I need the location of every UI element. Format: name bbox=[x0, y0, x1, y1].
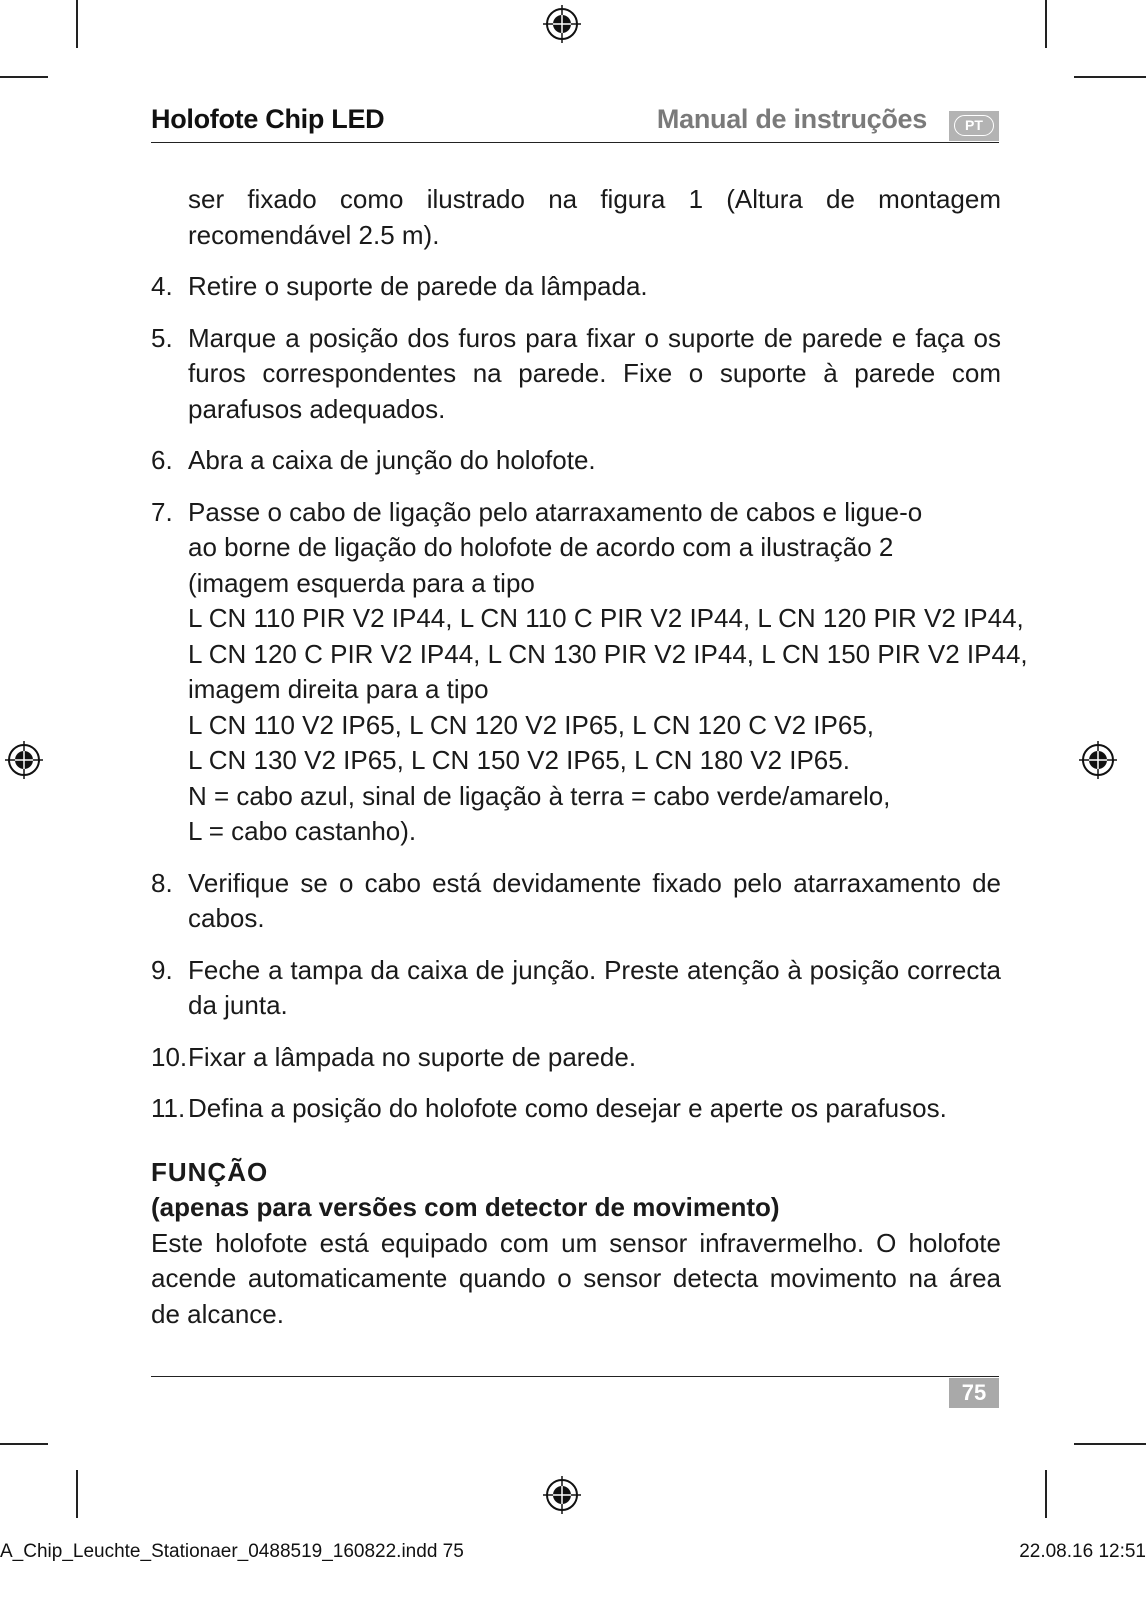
crop-mark bbox=[0, 1443, 48, 1445]
list-item-number: 5. bbox=[151, 322, 173, 353]
section-body: Este holofote está equipado com um sensor infravermelho. O holofote acende automaticamente quando o sensor detecta movimento na área de alcance. bbox=[151, 1227, 1001, 1329]
list-item bbox=[151, 269, 1001, 305]
list-item-text: Fixar a lâmpada no suporte de parede. bbox=[188, 1041, 637, 1072]
crop-mark bbox=[76, 1470, 78, 1518]
list-item-text: Defina a posição do holofote como desejar e aperte os parafusos. bbox=[188, 1093, 947, 1123]
list-item-line: L CN 110 PIR V2 IP44, L CN 110 C PIR V2 IP44, L CN 120 PIR V2 IP44, bbox=[188, 603, 1024, 633]
footer-rule bbox=[151, 1376, 999, 1377]
crop-mark bbox=[1074, 76, 1146, 78]
print-slug-file: A_Chip_Leuchte_Stationaer_0488519_160822.indd 75 bbox=[0, 1541, 464, 1562]
list-item-line: N = cabo azul, sinal de ligação à terra = cabo verde/amarelo, bbox=[188, 780, 891, 811]
section-subheading: (apenas para versões com detector de movimento) bbox=[151, 1192, 780, 1222]
main-content bbox=[151, 182, 1028, 1332]
crop-mark bbox=[1074, 1443, 1146, 1445]
crop-mark bbox=[1045, 1470, 1047, 1518]
list-item bbox=[151, 321, 1001, 428]
page-number: 75 bbox=[949, 1378, 999, 1408]
list-item bbox=[151, 953, 1001, 1024]
list-item-text: Feche a tampa da caixa de junção. Preste atenção à posição correcta da junta. bbox=[188, 954, 1001, 1020]
registration-mark-icon bbox=[543, 1476, 581, 1514]
list-item-line: imagem direita para a tipo bbox=[188, 674, 489, 704]
list-item-number: 4. bbox=[151, 271, 173, 301]
list-item-number: 7. bbox=[151, 496, 173, 527]
language-badge-label: PT bbox=[954, 115, 994, 136]
section-heading: FUNÇÃO bbox=[151, 1156, 269, 1187]
print-slug-date: 22.08.16 12:51 bbox=[1019, 1541, 1146, 1562]
continuation-text: ser fixado como ilustrado na figura 1 (Altura de montagem recomendável 2.5 m). bbox=[188, 184, 1001, 250]
crop-mark bbox=[76, 0, 78, 48]
crop-mark bbox=[0, 76, 48, 78]
registration-mark-icon bbox=[543, 5, 581, 43]
list-item-line: L CN 120 C PIR V2 IP44, L CN 130 PIR V2 IP44, L CN 150 PIR V2 IP44, bbox=[188, 638, 1028, 669]
crop-mark bbox=[1045, 0, 1047, 48]
registration-mark-icon bbox=[1079, 741, 1117, 779]
list-item-text: Marque a posição dos furos para fixar o suporte de parede e faça os furos correspondentes na parede. Fixe o suporte à parede com parafusos adequados. bbox=[188, 322, 1001, 424]
list-item bbox=[151, 866, 1001, 937]
list-item bbox=[151, 1040, 1001, 1076]
list-item-number: 8. bbox=[151, 867, 173, 898]
list-item bbox=[151, 443, 1001, 479]
list-item-line: L = cabo castanho). bbox=[188, 816, 417, 846]
list-item-line: ao borne de ligação do holofote de acordo com a ilustração 2 bbox=[188, 532, 894, 562]
page-header bbox=[151, 102, 999, 143]
list-item-text: Abra a caixa de junção do holofote. bbox=[188, 445, 596, 475]
list-item-number: 10. bbox=[151, 1041, 188, 1072]
list-item bbox=[151, 495, 1028, 850]
list-item-text: Verifique se o cabo está devidamente fixado pelo atarraxamento de cabos. bbox=[188, 867, 1001, 933]
list-item-line: L CN 130 V2 IP65, L CN 150 V2 IP65, L CN 180 V2 IP65. bbox=[188, 745, 850, 775]
list-item bbox=[151, 1091, 1001, 1127]
list-item-line: (imagem esquerda para a tipo bbox=[188, 567, 535, 598]
product-title: Holofote Chip LED bbox=[151, 104, 385, 134]
manual-title: Manual de instruções bbox=[656, 104, 927, 134]
list-item-number: 9. bbox=[151, 954, 173, 985]
list-item-line: L CN 110 V2 IP65, L CN 120 V2 IP65, L CN 120 C V2 IP65, bbox=[188, 709, 875, 740]
list-item-text: Retire o suporte de parede da lâmpada. bbox=[188, 271, 648, 301]
list-item-number: 11. bbox=[151, 1093, 186, 1123]
list-item-number: 6. bbox=[151, 445, 173, 475]
registration-mark-icon bbox=[5, 741, 43, 779]
list-item-line: Passe o cabo de ligação pelo atarraxamento de cabos e ligue-o bbox=[188, 496, 923, 527]
language-badge bbox=[949, 111, 999, 141]
